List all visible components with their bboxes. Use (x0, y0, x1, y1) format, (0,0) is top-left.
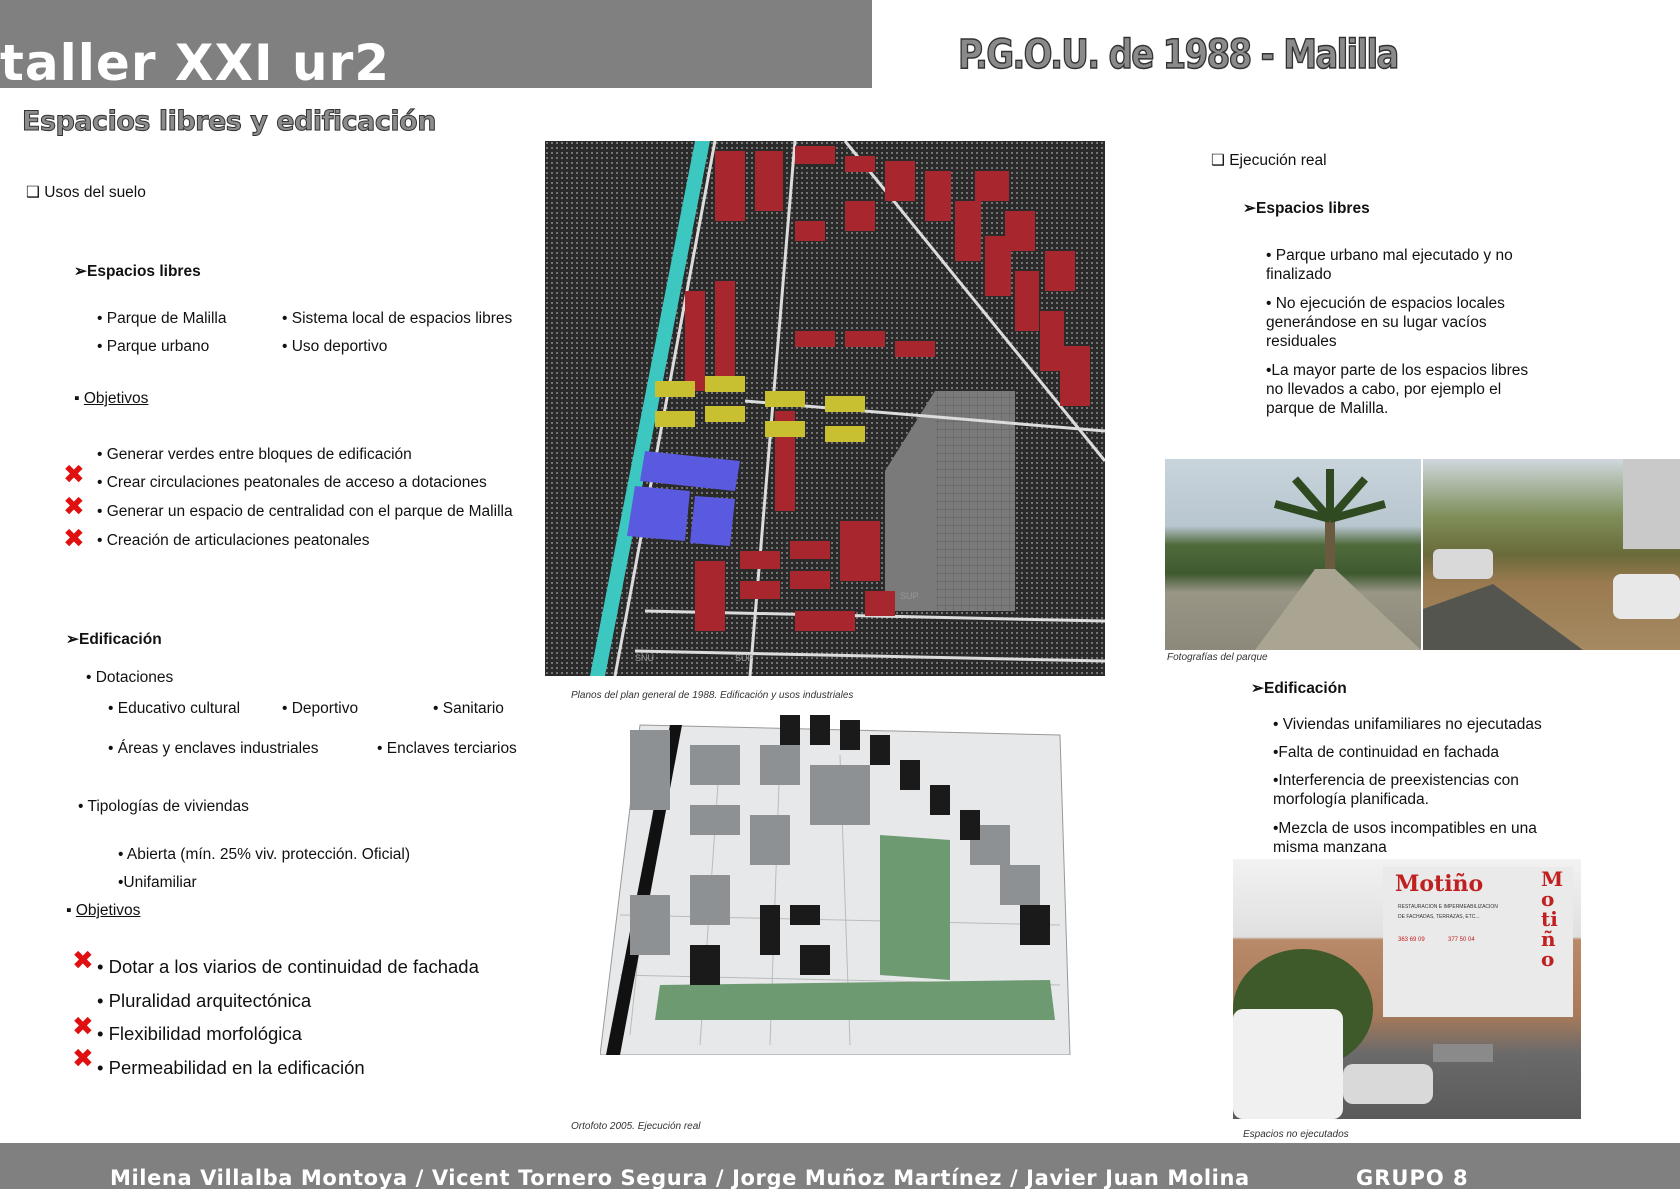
section-title: Espacios libres y edificación (22, 106, 436, 137)
tipologia-item: •Unifamiliar (118, 874, 197, 891)
right-edificacion-heading: ➢Edificación (1251, 680, 1347, 697)
espacios-item: • Parque de Malilla (97, 310, 227, 327)
palm-drawing (1165, 459, 1421, 650)
dotacion-item: • Sanitario (433, 700, 504, 717)
map-caption: Planos del plan general de 1988. Edificación y usos industriales (571, 690, 854, 701)
objetivo-item: • Crear circulaciones peatonales de acceso a dotaciones (97, 474, 487, 491)
objetivos2-text: Objetivos (75, 902, 141, 919)
objetivo2-item: • Permeabilidad en la edificación (97, 1057, 365, 1078)
areas-industriales: • Áreas y enclaves industriales (108, 740, 319, 757)
right-edificacion-item: •Falta de continuidad en fachada (1273, 744, 1500, 761)
enclaves-terciarios: • Enclaves terciarios (377, 740, 517, 757)
objetivos2-label (66, 902, 140, 920)
dotaciones: • Dotaciones (86, 669, 174, 686)
ejecucion-heading: ❑ Ejecución real (1211, 152, 1327, 169)
x-mark-icon: ✖ (72, 1012, 94, 1042)
ortho-caption: Ortofoto 2005. Ejecución real (571, 1121, 701, 1132)
motino-photo (1233, 859, 1581, 1119)
park-photo-2 (1423, 459, 1680, 650)
dotacion-item: • Deportivo (282, 700, 359, 717)
right-edificacion-item: •Mezcla de usos incompatibles en una misma manzana (1273, 820, 1537, 856)
right-edificacion-item: • Viviendas unifamiliares no ejecutadas (1273, 716, 1542, 733)
svg-text:SUP: SUP (900, 591, 919, 601)
tipologias: • Tipologías de viviendas (78, 798, 249, 815)
right-espacios-heading: ➢Espacios libres (1243, 200, 1370, 217)
right-edificacion-item: •Interferencia de preexistencias con morfología planificada. (1273, 772, 1519, 808)
motino-sign-line: RESTAURACION E IMPERMEABILIZACION (1398, 904, 1498, 910)
right-espacios-item: • No ejecución de espacios locales generándose en su lugar vacíos residuales (1266, 295, 1505, 350)
espacios-item: • Uso deportivo (282, 338, 388, 355)
banner-title: taller XXI ur2 (0, 34, 391, 92)
x-mark-icon: ✖ (63, 492, 85, 522)
espacios-item: • Sistema local de espacios libres (282, 310, 513, 327)
objetivo2-item: • Pluralidad arquitectónica (97, 990, 312, 1011)
espacios-libres-heading: ➢Espacios libres (74, 263, 201, 280)
dotacion-item: • Educativo cultural (108, 700, 241, 717)
footer-authors: Milena Villalba Montoya / Vicent Tornero Segura / Jorge Muñoz Martínez / Javier Juan Molina (110, 1166, 1250, 1190)
x-mark-icon: ✖ (63, 460, 85, 490)
motino-sign: Motiño (1395, 871, 1484, 897)
right-espacios-item: • Parque urbano mal ejecutado y no finalizado (1266, 247, 1513, 283)
objetivo2-item: • Dotar a los viarios de continuidad de fachada (97, 956, 479, 977)
x-mark-icon: ✖ (72, 946, 94, 976)
photos-caption: Fotografías del parque (1167, 652, 1268, 663)
plan-map-image (545, 141, 1105, 676)
usos-heading: ❑ Usos del suelo (26, 184, 146, 201)
bottom-caption: Espacios no ejecutados (1243, 1129, 1349, 1140)
objetivos-bullet: ▪ (74, 390, 80, 407)
right-espacios-item: •La mayor parte de los espacios libres no llevados a cabo, por ejemplo el parque de Malilla. (1266, 362, 1529, 417)
footer-group: GRUPO 8 (1356, 1166, 1469, 1190)
flooded-park-drawing (1423, 459, 1680, 650)
motino-phone: 363 69 09 (1398, 937, 1425, 943)
model-drawing (600, 715, 1080, 1055)
motino-phone: 377 50 04 (1448, 937, 1475, 943)
park-photo-1 (1165, 459, 1421, 650)
objetivos-label (74, 390, 148, 408)
plan-map-drawing (545, 141, 1105, 676)
svg-text:SUP: SUP (735, 653, 754, 663)
edificacion-heading: ➢Edificación (66, 631, 162, 648)
motino-vertical-sign: Motiño (1541, 867, 1564, 971)
objetivos2-bullet: ▪ (66, 902, 72, 919)
objetivo-item: • Creación de articulaciones peatonales (97, 532, 370, 549)
objetivo-item: • Generar un espacio de centralidad con el parque de Malilla (97, 503, 513, 520)
page-title: P.G.O.U. de 1988 - Malilla (958, 32, 1398, 78)
svg-text:SNU: SNU (635, 653, 655, 663)
motino-scene-drawing (1233, 859, 1581, 1119)
objetivo-item: • Generar verdes entre bloques de edificación (97, 446, 412, 463)
x-mark-icon: ✖ (72, 1044, 94, 1074)
objetivos-text: Objetivos (83, 390, 149, 407)
objetivo2-item: • Flexibilidad morfológica (97, 1023, 302, 1044)
espacios-item: • Parque urbano (97, 338, 210, 355)
model-image (600, 715, 1080, 1055)
motino-sign-line: DE FACHADAS, TERRAZAS, ETC... (1398, 914, 1480, 920)
x-mark-icon: ✖ (63, 524, 85, 554)
tipologia-item: • Abierta (mín. 25% viv. protección. Oficial) (118, 846, 410, 863)
